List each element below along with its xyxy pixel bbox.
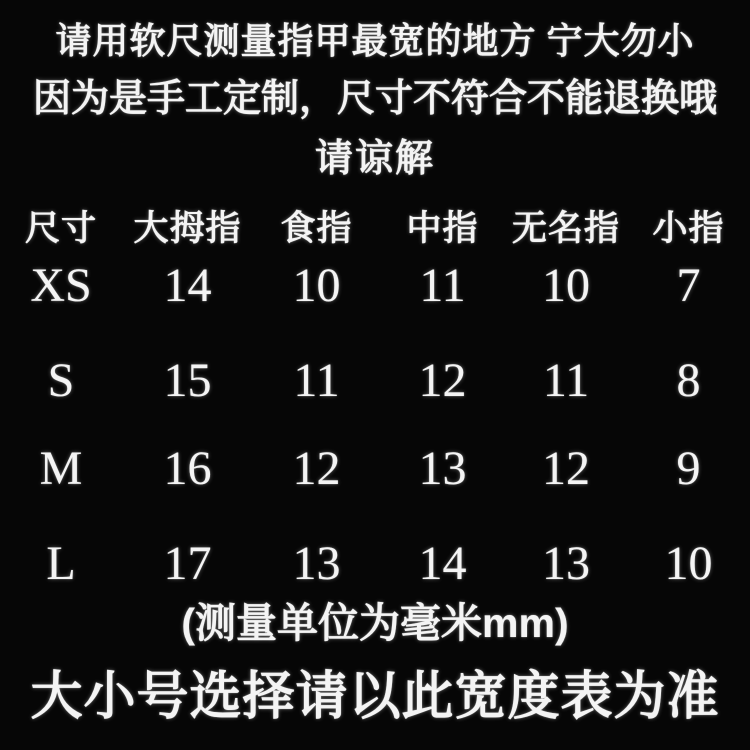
size-label: XS <box>30 258 92 312</box>
understanding-note-line: 请谅解 <box>314 138 435 180</box>
measurement-unit-note: (测量单位为毫米mm) <box>181 600 569 646</box>
table-cell: 13 <box>292 536 341 590</box>
size-label: S <box>47 353 75 407</box>
table-cell: 12 <box>292 441 341 495</box>
table-cell: 11 <box>293 353 340 407</box>
table-cell: 11 <box>419 258 466 312</box>
column-header-thumb: 大拇指 <box>133 209 242 248</box>
table-cell: 14 <box>418 536 467 590</box>
size-table-row-xs <box>0 257 750 313</box>
column-header-pinky: 小指 <box>652 209 725 248</box>
table-cell: 16 <box>163 441 212 495</box>
size-table-row-s <box>0 352 750 408</box>
measure-instruction-line: 请用软尺测量指甲最宽的地方 宁大勿小 <box>55 21 695 61</box>
column-header-size: 尺寸 <box>24 209 97 248</box>
size-table-row-m <box>0 440 750 496</box>
table-cell: 11 <box>542 353 590 407</box>
column-header-middle-finger: 中指 <box>406 209 479 248</box>
table-cell: 12 <box>418 353 467 407</box>
table-cell: 10 <box>542 258 590 312</box>
size-selection-notice: 大小号选择请以此宽度表为准 <box>30 669 720 726</box>
no-return-warning-line: 因为是手工定制，尺寸不符合不能退换哦 <box>32 78 717 120</box>
table-cell: 17 <box>163 536 212 590</box>
column-header-ring-finger: 无名指 <box>511 209 620 248</box>
table-cell: 13 <box>542 536 590 590</box>
size-table-header-row <box>0 201 750 248</box>
table-cell: 7 <box>676 258 701 312</box>
table-cell: 9 <box>676 441 701 495</box>
table-cell: 10 <box>664 536 713 590</box>
table-cell: 10 <box>292 258 341 312</box>
size-label: M <box>39 441 83 495</box>
column-header-index-finger: 食指 <box>280 209 353 248</box>
size-table-row-l <box>0 535 750 591</box>
size-label: L <box>46 536 76 590</box>
table-cell: 14 <box>163 258 212 312</box>
table-cell: 12 <box>542 441 590 495</box>
table-cell: 8 <box>676 353 701 407</box>
table-cell: 13 <box>418 441 467 495</box>
table-cell: 15 <box>163 353 212 407</box>
